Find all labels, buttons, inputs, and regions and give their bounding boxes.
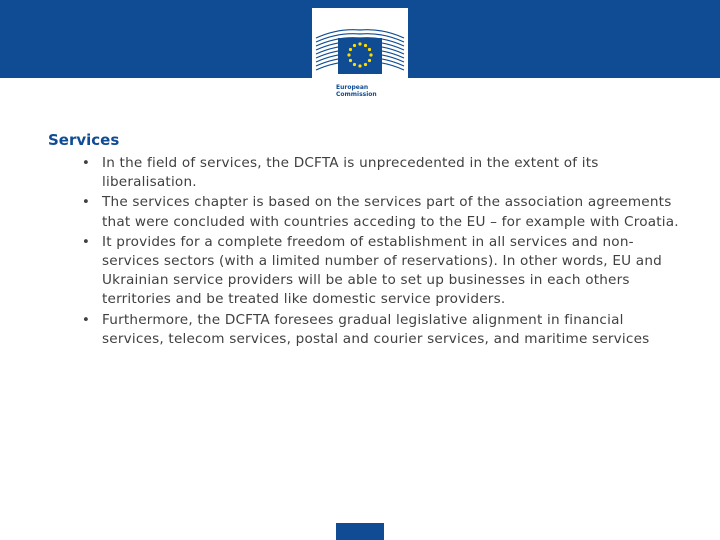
commission-building-icon: [312, 8, 408, 84]
slide-content: [48, 130, 688, 350]
bullet-icon: •: [81, 311, 91, 328]
european-commission-logo: [312, 8, 408, 100]
bullet-text: In the field of services, the DCFTA is unprecedented in the extent of its liberalisation.: [102, 155, 599, 191]
list-item: [80, 311, 688, 349]
bullet-icon: •: [81, 155, 91, 171]
logo-line-2: Commission: [336, 91, 377, 98]
bullet-list: [48, 154, 688, 349]
bullet-text: The services chapter is based on the services part of the association agreements that were concluded with countries acceding to the EU – for example with Croatia.: [102, 194, 679, 230]
footer-tab: [336, 523, 384, 540]
bullet-text: Furthermore, the DCFTA foresees gradual legislative alignment in financial services, telecom services, postal and courier services, and maritime services: [102, 311, 650, 347]
logo-line-1: European: [336, 84, 369, 91]
bullet-text: It provides for a complete freedom of establishment in all services and non-services sectors (with a limited number of reservations). In other words, EU and Ukrainian service providers will be able to set up businesses in each others territories and be treated like domestic service providers.: [102, 233, 662, 308]
list-item: [80, 154, 688, 192]
list-item: [80, 233, 688, 310]
bullet-icon: •: [81, 233, 91, 250]
section-title: Services: [48, 131, 120, 149]
logo-wordmark: [336, 84, 400, 98]
list-item: [80, 193, 688, 231]
bullet-icon: •: [81, 194, 91, 211]
